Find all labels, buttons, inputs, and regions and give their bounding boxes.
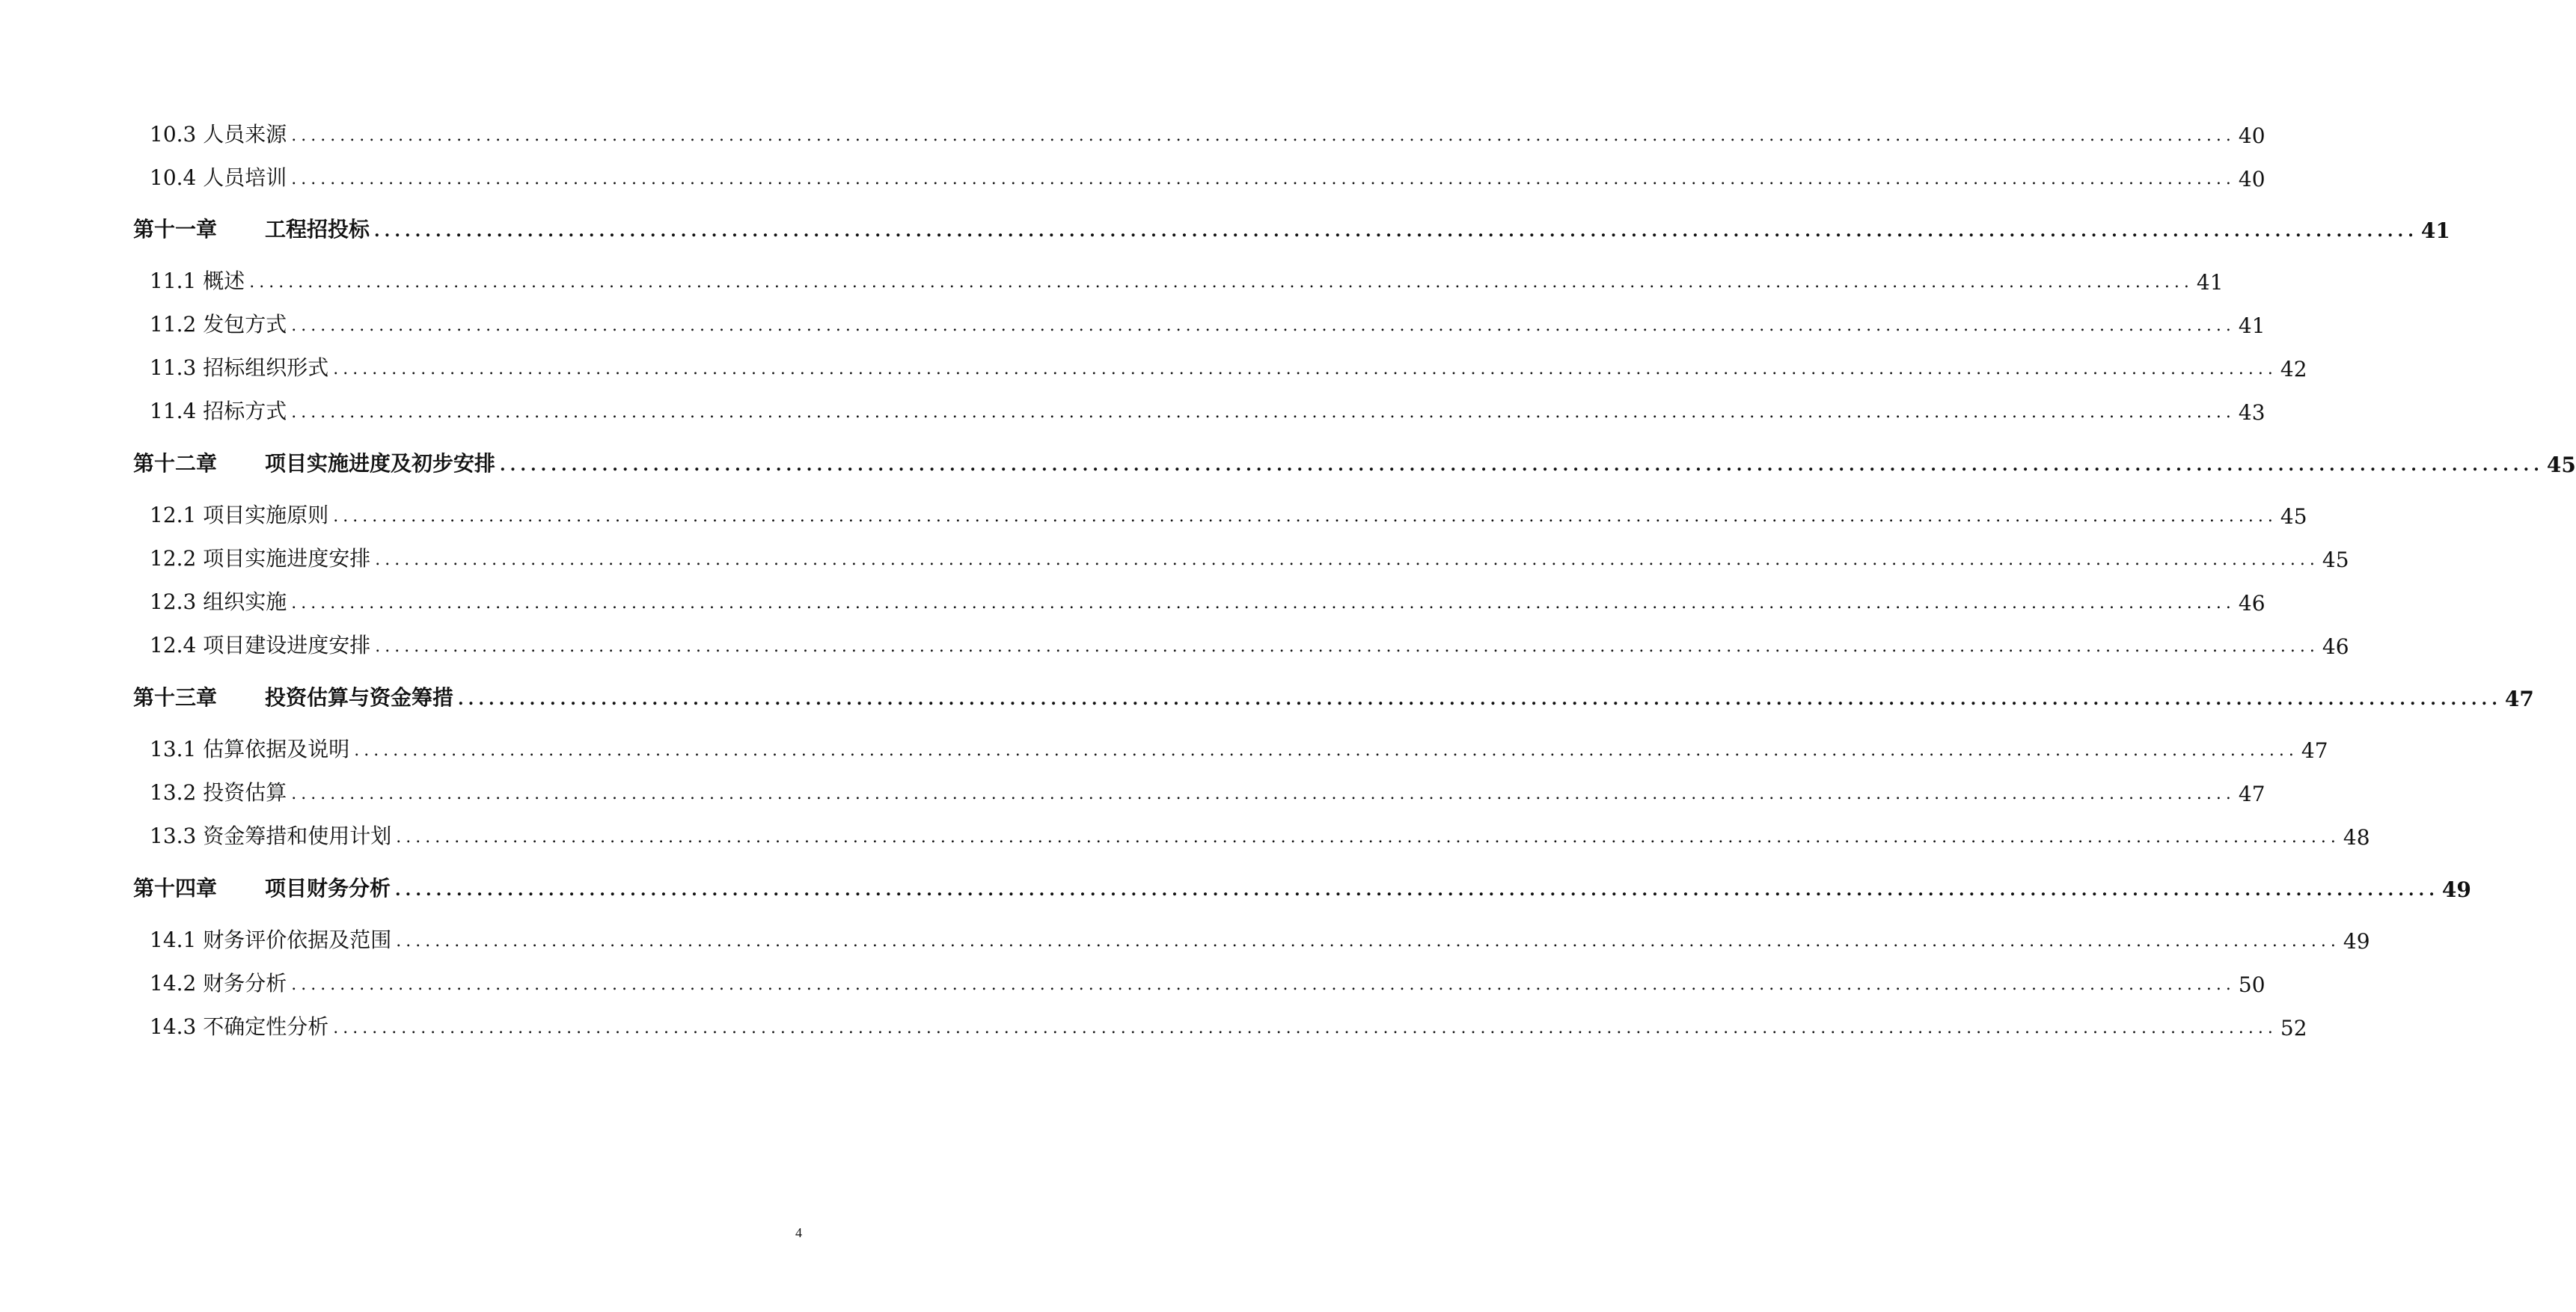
toc-chapter-number: 第十一章 [133,217,218,242]
toc-page-number: 47 [2504,687,2534,711]
toc-page-number: 52 [2280,1016,2307,1040]
toc-dot-leader: ........................................................................................................................................................................................................ [291,403,2236,422]
toc-section-entry[interactable] [150,583,2266,616]
toc-section-entry[interactable] [150,349,2307,381]
toc-entry-title: 11.3 招标组织形式 [150,355,329,380]
toc-dot-leader: ........................................................................................................................................................................................................ [291,975,2236,994]
toc-page-number: 45 [2322,548,2349,572]
toc-entry-title: 13.2 投资估算 [150,780,287,805]
toc-entry-title: 14.2 财务分析 [150,971,287,996]
toc-entry-title [133,872,395,902]
toc-page-number: 49 [2441,877,2471,902]
toc-chapter-title: 项目财务分析 [265,876,391,901]
toc-section-entry[interactable] [150,539,2349,572]
toc-section-entry[interactable] [150,730,2328,763]
toc-section-entry[interactable] [150,964,2266,997]
toc-dot-leader: ........................................................................................................................................................................................................ [396,932,2340,951]
toc-entry-title: 10.4 人员培训 [150,165,287,190]
toc-entry-title: 12.1 项目实施原则 [150,503,329,527]
toc-page-number: 47 [2238,782,2266,806]
toc-dot-leader: ........................................................................................................................................................................................................ [375,637,2319,656]
toc-entry-title: 14.3 不确定性分析 [150,1014,329,1039]
toc-section-entry[interactable] [150,626,2349,659]
toc-page-number: 42 [2280,357,2307,381]
toc-page-number: 49 [2343,929,2370,954]
toc-page-number: 45 [2546,453,2576,477]
toc-chapter-number: 第十二章 [133,451,218,476]
toc-chapter-entry[interactable] [133,869,2471,902]
toc-dot-leader: ........................................................................................................................................................................................................ [291,316,2236,335]
toc-page-number: 41 [2420,218,2450,243]
toc-section-entry[interactable] [150,392,2266,425]
toc-dot-leader: ........................................................................................................................................................................................................ [395,880,2439,900]
toc-page-number: 48 [2343,825,2370,850]
toc-entry-title: 13.1 估算依据及说明 [150,737,350,761]
toc-section-entry[interactable] [150,773,2266,806]
toc-entry-title [133,681,458,711]
toc-dot-leader: ........................................................................................................................................................................................................ [458,690,2502,709]
toc-chapter-number: 第十三章 [133,685,218,710]
toc-section-entry[interactable] [150,115,2266,148]
toc-page-number: 46 [2322,634,2349,659]
toc-entry-title: 11.4 招标方式 [150,399,287,423]
toc-entry-title: 11.2 发包方式 [150,312,287,337]
toc-entry-title [133,213,374,243]
toc-entry-title: 14.1 财务评价依据及范围 [150,928,392,952]
toc-entry-title: 12.3 组织实施 [150,589,287,614]
toc-section-entry[interactable] [150,921,2370,954]
toc-page-number: 47 [2301,738,2328,763]
page-number: 4 [795,1225,802,1240]
toc-chapter-title: 投资估算与资金筹措 [265,685,454,710]
toc-page-number: 45 [2280,504,2307,529]
toc-chapter-entry[interactable] [133,678,2534,711]
toc-entry-title: 11.1 概述 [150,269,245,293]
toc-dot-leader: ........................................................................................................................................................................................................ [333,1019,2277,1037]
toc-chapter-title: 项目实施进度及初步安排 [265,451,496,476]
toc-chapter-entry[interactable] [133,444,2576,477]
toc-page-number: 50 [2238,972,2266,997]
toc-section-entry[interactable] [150,496,2307,529]
toc-section-entry[interactable] [150,159,2266,191]
toc-dot-leader: ........................................................................................................................................................................................................ [333,360,2277,378]
toc-page-number: 41 [2196,270,2224,295]
toc-page-number: 46 [2238,591,2266,616]
toc-dot-leader: ........................................................................................................................................................................................................ [396,828,2340,847]
toc-chapter-number: 第十四章 [133,876,218,901]
toc-section-entry[interactable] [150,305,2266,338]
toc-section-entry[interactable] [150,1008,2307,1040]
toc-page-number: 40 [2238,167,2266,191]
toc-entry-title: 12.2 项目实施进度安排 [150,546,371,571]
toc-dot-leader: ........................................................................................................................................................................................................ [291,170,2236,188]
toc-dot-leader: ........................................................................................................................................................................................................ [291,126,2236,145]
toc-page-number: 40 [2238,123,2266,148]
toc-chapter-title: 工程招投标 [265,217,370,242]
toc-page-number: 41 [2238,313,2266,338]
toc-entry-title [133,447,500,477]
toc-entry-title: 12.4 项目建设进度安排 [150,633,371,657]
toc-dot-leader: ........................................................................................................................................................................................................ [291,594,2236,613]
toc-dot-leader: ........................................................................................................................................................................................................ [374,221,2418,241]
toc-section-entry[interactable] [150,262,2224,295]
toc-dot-leader: ........................................................................................................................................................................................................ [354,741,2298,760]
toc-dot-leader: ........................................................................................................................................................................................................ [500,456,2544,475]
toc-page-number: 43 [2238,400,2266,425]
toc-entry-title: 10.3 人员来源 [150,122,287,147]
toc-dot-leader: ........................................................................................................................................................................................................ [291,785,2236,803]
toc-entry-title: 13.3 资金筹措和使用计划 [150,824,392,848]
toc-chapter-entry[interactable] [133,210,2450,243]
toc-dot-leader: ........................................................................................................................................................................................................ [249,273,2194,292]
toc-dot-leader: ........................................................................................................................................................................................................ [375,551,2319,569]
toc-dot-leader: ........................................................................................................................................................................................................ [333,507,2277,526]
toc-section-entry[interactable] [150,817,2370,850]
